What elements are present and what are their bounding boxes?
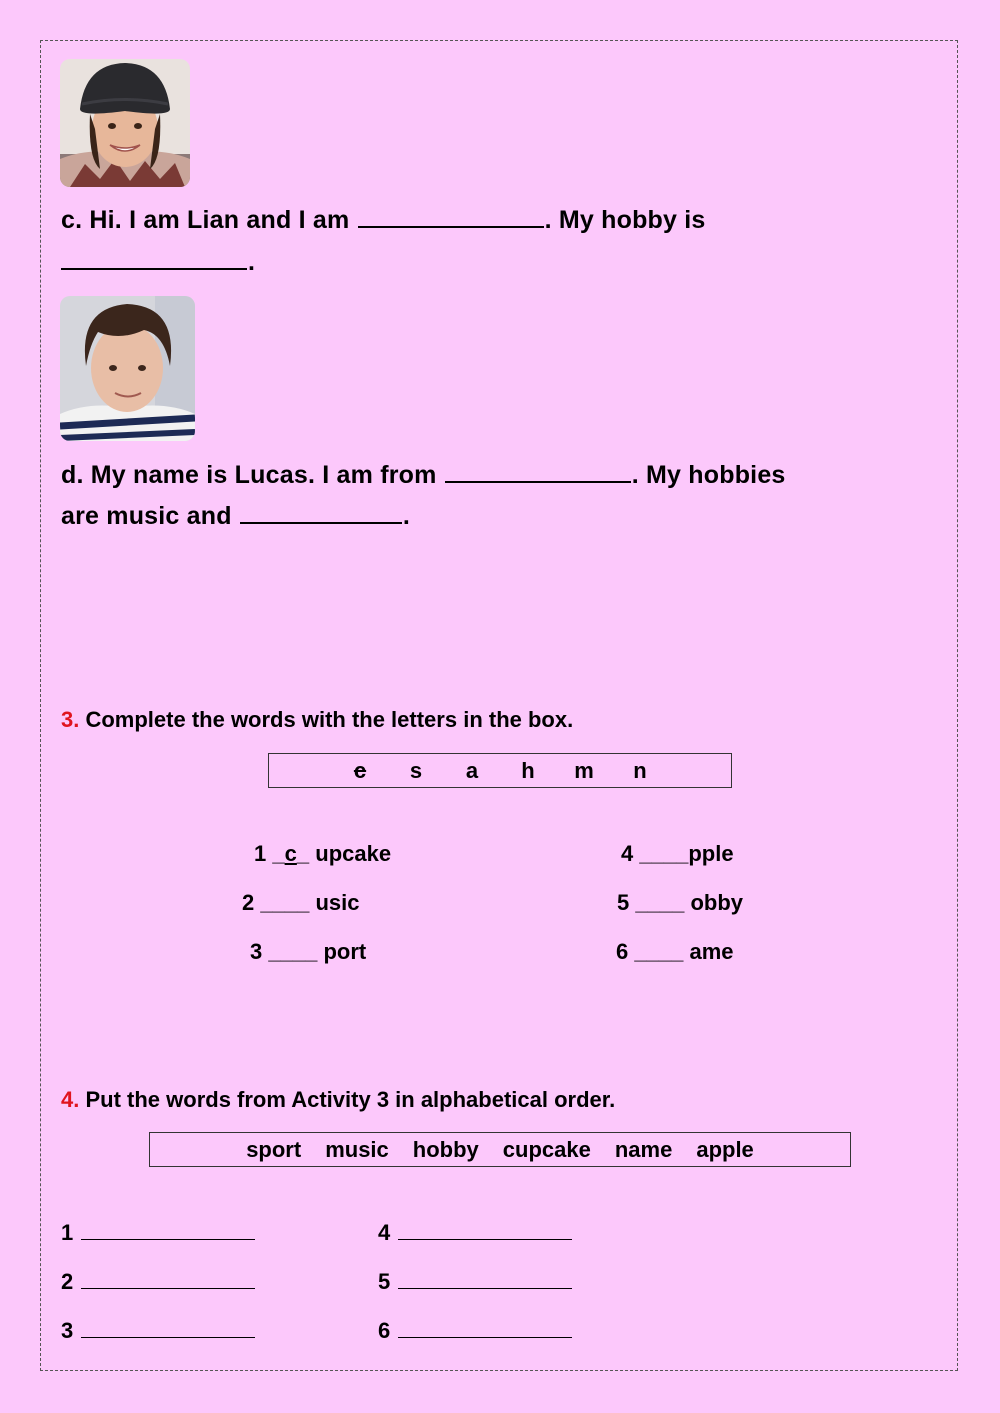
item-blank[interactable]: ____	[639, 841, 689, 866]
item-answer[interactable]: c	[284, 841, 297, 866]
item-word: obby	[690, 890, 744, 915]
sentence-c-text: c. Hi. I am Lian and I am	[61, 206, 350, 234]
sentence-c-line1	[61, 206, 706, 235]
answer-blank[interactable]	[445, 480, 631, 483]
item-blank: _	[296, 841, 310, 866]
word-item-1	[254, 841, 391, 867]
activity-4-heading	[61, 1087, 615, 1113]
answer-number: 3	[61, 1318, 74, 1343]
item-word: pple	[688, 841, 734, 866]
item-blank[interactable]: ____	[634, 939, 684, 964]
letter-s: s	[409, 757, 423, 783]
photo-lucas	[60, 296, 195, 441]
answer-number: 4	[378, 1220, 391, 1245]
word-hobby: hobby	[412, 1136, 479, 1162]
answer-number: 6	[378, 1318, 391, 1343]
sentence-c-text-2: . My hobby is	[544, 206, 706, 234]
letter-h: h	[521, 757, 535, 783]
sentence-c-text-3: .	[248, 248, 256, 276]
word-name: name	[614, 1136, 673, 1162]
sentence-c-line2	[61, 248, 255, 277]
answer-blank[interactable]	[61, 267, 247, 270]
letter-m: m	[574, 757, 594, 783]
answer-number: 5	[378, 1269, 391, 1294]
word-music: music	[325, 1136, 389, 1162]
item-number: 4	[621, 841, 634, 866]
answer-line-5	[378, 1269, 573, 1295]
word-item-3	[250, 939, 366, 965]
item-word: usic	[315, 890, 360, 915]
word-apple: apple	[696, 1136, 754, 1162]
answer-line-6	[378, 1318, 573, 1344]
item-word: upcake	[315, 841, 392, 866]
word-box	[149, 1132, 851, 1167]
item-number: 3	[250, 939, 263, 964]
letter-n: n	[633, 757, 647, 783]
photo-lian	[60, 59, 190, 187]
item-word: ame	[689, 939, 734, 964]
answer-line-1	[61, 1220, 256, 1246]
answer-line-3	[61, 1318, 256, 1344]
word-item-6	[616, 939, 734, 965]
answer-blank[interactable]	[81, 1238, 255, 1240]
word-cupcake: cupcake	[502, 1136, 591, 1162]
word-sport: sport	[246, 1136, 302, 1162]
item-blank: _	[272, 841, 285, 866]
item-number: 5	[617, 890, 630, 915]
item-blank[interactable]: ____	[268, 939, 318, 964]
letter-a: a	[465, 757, 479, 783]
answer-number: 1	[61, 1220, 74, 1245]
sentence-d-text-3: are music and	[61, 502, 232, 530]
answer-blank[interactable]	[81, 1287, 255, 1289]
sentence-d-text-4: .	[402, 502, 411, 530]
sentence-d-line1	[61, 461, 786, 490]
activity-3-instruction: Complete the words with the letters in the box.	[85, 707, 574, 732]
answer-blank[interactable]	[398, 1238, 572, 1240]
word-item-5	[617, 890, 743, 916]
letter-c: c	[353, 757, 367, 783]
item-number: 1	[254, 841, 267, 866]
answer-blank[interactable]	[358, 225, 544, 228]
answer-blank[interactable]	[398, 1336, 572, 1338]
answer-number: 2	[61, 1269, 74, 1294]
answer-blank[interactable]	[240, 521, 402, 524]
item-number: 6	[616, 939, 629, 964]
answer-blank[interactable]	[81, 1336, 255, 1338]
word-item-2	[242, 890, 359, 916]
sentence-d-text: d. My name is Lucas. I am from	[61, 461, 437, 489]
activity-3-heading	[61, 707, 573, 733]
item-word: port	[323, 939, 367, 964]
activity-4-instruction: Put the words from Activity 3 in alphabetical order.	[85, 1087, 616, 1112]
word-item-4	[621, 841, 734, 867]
page-border	[40, 40, 958, 1371]
activity-4-number: 4.	[61, 1087, 80, 1112]
answer-blank[interactable]	[398, 1287, 572, 1289]
letter-box	[268, 753, 732, 788]
item-blank[interactable]: ____	[635, 890, 685, 915]
answer-line-4	[378, 1220, 573, 1246]
sentence-d-text-2: . My hobbies	[631, 461, 786, 489]
sentence-d-line2	[61, 502, 410, 531]
activity-3-number: 3.	[61, 707, 80, 732]
item-blank[interactable]: ____	[260, 890, 310, 915]
answer-line-2	[61, 1269, 256, 1295]
item-number: 2	[242, 890, 255, 915]
